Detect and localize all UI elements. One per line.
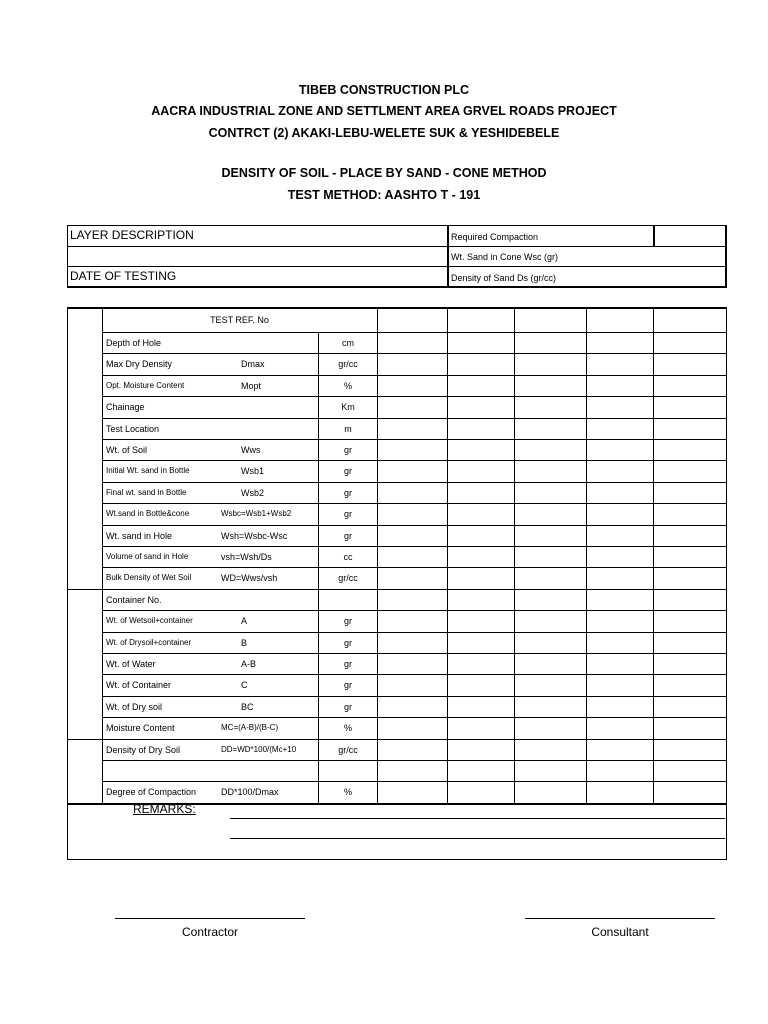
data-cell[interactable] [378, 590, 446, 609]
row-unit: gr [343, 487, 352, 498]
data-cell[interactable] [378, 461, 446, 480]
test-ref-header: TEST REF. No [210, 315, 269, 325]
row-label: Bulk Density of Wet Soil [106, 573, 192, 583]
data-cell[interactable] [587, 740, 652, 759]
row-label: Test Location [106, 423, 160, 434]
data-cell[interactable] [448, 697, 513, 716]
data-cell[interactable] [378, 568, 446, 587]
data-cell[interactable] [654, 526, 725, 545]
data-cell[interactable] [654, 697, 725, 716]
row-formula: C [241, 680, 248, 691]
data-cell[interactable] [587, 568, 652, 587]
data-cell[interactable] [515, 483, 585, 502]
data-cell[interactable] [654, 461, 725, 480]
row-formula: Wsbc=Wsb1+Wsb2 [221, 509, 292, 519]
row-label: Wt. of Water [106, 659, 156, 669]
date-of-testing-label: DATE OF TESTING [70, 269, 177, 283]
data-cell[interactable] [378, 419, 446, 438]
data-cell[interactable] [448, 354, 513, 373]
data-cell[interactable] [378, 675, 446, 694]
data-cell[interactable] [515, 675, 585, 694]
data-cell[interactable] [654, 633, 725, 652]
data-cell[interactable] [587, 461, 652, 480]
data-cell[interactable] [515, 654, 585, 673]
row-label: Wt. sand in Hole [106, 530, 173, 541]
data-cell[interactable] [378, 376, 446, 395]
data-cell[interactable] [587, 354, 652, 373]
data-cell[interactable] [515, 568, 585, 587]
row-label: Moisture Content [106, 723, 175, 734]
remarks-label: REMARKS: [133, 802, 196, 816]
data-cell[interactable] [378, 440, 446, 459]
data-cell[interactable] [654, 590, 725, 609]
data-cell[interactable] [448, 483, 513, 502]
data-cell[interactable] [654, 654, 725, 673]
data-cell[interactable] [515, 461, 585, 480]
row-unit: Km [341, 402, 355, 413]
row-unit: gr [343, 530, 352, 541]
row-label: Max Dry Density [106, 359, 173, 370]
data-cell[interactable] [448, 376, 513, 395]
row-unit: gr [343, 659, 352, 669]
row-formula: Mopt [241, 380, 262, 391]
data-cell[interactable] [515, 590, 585, 609]
data-cell[interactable] [587, 697, 652, 716]
row-formula: Dmax [241, 359, 265, 370]
data-cell[interactable] [448, 568, 513, 587]
data-cell[interactable] [587, 590, 652, 609]
row-unit: % [343, 380, 352, 391]
row-label: Density of Dry Soil [106, 744, 181, 755]
data-cell[interactable] [515, 397, 585, 416]
row-formula: Wsh=Wsbc-Wsc [221, 530, 288, 541]
remarks-line-1[interactable] [230, 818, 725, 819]
data-cell[interactable] [448, 461, 513, 480]
data-cell[interactable] [587, 761, 652, 780]
data-cell[interactable] [654, 675, 725, 694]
data-cell[interactable] [515, 333, 585, 352]
row-label: Volume of sand in Hole [106, 552, 189, 561]
data-cell[interactable] [515, 354, 585, 373]
data-cell[interactable] [654, 354, 725, 373]
row-unit: gr [343, 680, 352, 691]
data-cell[interactable] [515, 419, 585, 438]
consultant-signature-line[interactable] [525, 918, 715, 919]
data-cell[interactable] [448, 654, 513, 673]
row-label: Chainage [106, 402, 145, 413]
data-cell[interactable] [378, 547, 446, 566]
row-unit: gr [343, 445, 352, 455]
data-cell[interactable] [378, 354, 446, 373]
row-label: Opt. Moisture Content [106, 380, 185, 390]
test-method: TEST METHOD: AASHTO T - 191 [287, 188, 481, 202]
data-cell[interactable] [587, 718, 652, 737]
data-cell[interactable] [448, 333, 513, 352]
row-formula: A-B [241, 659, 257, 669]
data-cell[interactable] [587, 440, 652, 459]
row-formula: Wsb2 [241, 487, 265, 498]
row-formula: Wsb1 [241, 466, 265, 477]
row-formula: WD=Wws/vsh [221, 573, 278, 584]
data-cell[interactable] [654, 611, 725, 630]
data-cell[interactable] [587, 483, 652, 502]
data-cell[interactable] [587, 547, 652, 566]
data-cell[interactable] [515, 611, 585, 630]
row-unit: gr [343, 701, 352, 712]
data-cell[interactable] [378, 654, 446, 673]
data-cell[interactable] [378, 782, 446, 801]
row-label: Final wt. sand in Bottle [106, 487, 187, 497]
project-name: AACRA INDUSTRIAL ZONE AND SETTLMENT AREA GRVEL ROADS PROJECT [151, 104, 617, 118]
data-cell[interactable] [654, 568, 725, 587]
row-unit: % [343, 723, 352, 734]
layer-description-label: LAYER DESCRIPTION [70, 228, 194, 242]
row-label: Wt. of Wetsoil+container [106, 616, 193, 626]
data-cell[interactable] [654, 419, 725, 438]
data-cell[interactable] [378, 633, 446, 652]
data-cell[interactable] [448, 611, 513, 630]
data-cell[interactable] [587, 675, 652, 694]
data-cell[interactable] [515, 761, 585, 780]
row-label: Depth of Hole [106, 338, 162, 348]
side-group-divider [67, 739, 102, 740]
data-cell[interactable] [587, 633, 652, 652]
data-cell[interactable] [378, 333, 446, 352]
data-cell[interactable] [587, 333, 652, 352]
data-cell[interactable] [448, 397, 513, 416]
row-unit: % [343, 787, 352, 798]
row-unit: gr/cc [338, 573, 358, 584]
data-cell[interactable] [448, 504, 513, 523]
contract-name: CONTRCT (2) AKAKI-LEBU-WELETE SUK & YESHIDEBELE [208, 126, 560, 140]
data-cell[interactable] [654, 504, 725, 523]
row-formula: BC [241, 701, 254, 712]
data-cell[interactable] [448, 761, 513, 780]
data-cell[interactable] [587, 611, 652, 630]
row-label: Wt. of Container [106, 680, 172, 691]
row-formula: DD*100/Dmax [221, 787, 279, 798]
row-formula: DD=WD*100/(Mc+10 [221, 744, 297, 754]
row-unit: cm [342, 338, 354, 348]
row-label: Wt. of Drysoil+container [106, 637, 192, 647]
row-formula: vsh=Wsh/Ds [221, 552, 272, 562]
data-cell[interactable] [515, 718, 585, 737]
data-cell[interactable] [378, 483, 446, 502]
row-unit: gr [343, 616, 352, 627]
data-cell[interactable] [654, 483, 725, 502]
contractor-label: Contractor [181, 925, 239, 939]
row-label: Container No. [106, 594, 162, 605]
data-cell[interactable] [654, 333, 725, 352]
row-formula: B [241, 637, 248, 648]
side-group-divider [67, 589, 102, 590]
row-formula: Wws [241, 445, 261, 455]
row-unit: m [344, 423, 352, 434]
data-cell[interactable] [515, 526, 585, 545]
data-cell[interactable] [378, 611, 446, 630]
data-cell[interactable] [448, 782, 513, 801]
data-cell[interactable] [654, 397, 725, 416]
data-cell[interactable] [448, 419, 513, 438]
data-cell[interactable] [587, 397, 652, 416]
data-cell[interactable] [654, 440, 725, 459]
row-label: Initial Wt. sand in Bottle [106, 466, 190, 476]
data-cell[interactable] [654, 782, 725, 801]
data-cell[interactable] [515, 547, 585, 566]
data-cell[interactable] [378, 697, 446, 716]
remarks-line-2[interactable] [230, 838, 725, 839]
data-cell[interactable] [378, 397, 446, 416]
wt-sand-in-cone-label: Wt. Sand in Cone Wsc (gr) [451, 252, 559, 262]
row-unit: gr [343, 637, 352, 648]
data-cell[interactable] [515, 440, 585, 459]
data-cell[interactable] [448, 526, 513, 545]
row-unit: gr [343, 509, 352, 520]
data-cell[interactable] [654, 718, 725, 737]
data-cell[interactable] [448, 590, 513, 609]
data-cell[interactable] [378, 526, 446, 545]
company-name: TIBEB CONSTRUCTION PLC [298, 83, 470, 97]
row-unit: gr/cc [338, 359, 358, 370]
required-compaction-label: Required Compaction [451, 232, 539, 242]
data-cell[interactable] [515, 504, 585, 523]
contractor-signature-line[interactable] [115, 918, 305, 919]
data-cell[interactable] [448, 675, 513, 694]
row-label: Wt. of Soil [106, 445, 148, 455]
data-cell[interactable] [654, 761, 725, 780]
data-cell[interactable] [515, 782, 585, 801]
data-cell[interactable] [587, 419, 652, 438]
data-cell[interactable] [515, 697, 585, 716]
data-cell[interactable] [515, 633, 585, 652]
row-label: Wt.sand in Bottle&cone [106, 509, 190, 519]
data-cell[interactable] [587, 376, 652, 395]
row-formula: A [241, 616, 248, 627]
data-cell[interactable] [448, 547, 513, 566]
row-unit: cc [343, 552, 353, 562]
data-cell[interactable] [448, 740, 513, 759]
data-cell[interactable] [448, 718, 513, 737]
data-cell[interactable] [654, 376, 725, 395]
data-cell[interactable] [515, 376, 585, 395]
data-cell[interactable] [378, 504, 446, 523]
row-unit: gr/cc [338, 744, 358, 755]
row-label: Wt. of Dry soil [106, 701, 163, 712]
data-cell[interactable] [587, 504, 652, 523]
consultant-label: Consultant [591, 925, 649, 939]
data-cell[interactable] [378, 718, 446, 737]
row-label: Degree of Compaction [106, 787, 197, 798]
data-cell[interactable] [654, 547, 725, 566]
data-cell[interactable] [378, 740, 446, 759]
data-cell[interactable] [378, 761, 446, 780]
data-cell[interactable] [654, 740, 725, 759]
data-cell[interactable] [515, 740, 585, 759]
row-unit: gr [343, 466, 352, 477]
data-cell[interactable] [448, 440, 513, 459]
data-cell[interactable] [587, 782, 652, 801]
data-cell[interactable] [587, 654, 652, 673]
row-formula: MC=(A-B)/(B-C) [221, 723, 279, 733]
data-cell[interactable] [448, 633, 513, 652]
density-of-sand-label: Density of Sand Ds (gr/cc) [451, 273, 557, 283]
test-title: DENSITY OF SOIL - PLACE BY SAND - CONE METHOD [221, 166, 547, 180]
data-cell[interactable] [587, 526, 652, 545]
